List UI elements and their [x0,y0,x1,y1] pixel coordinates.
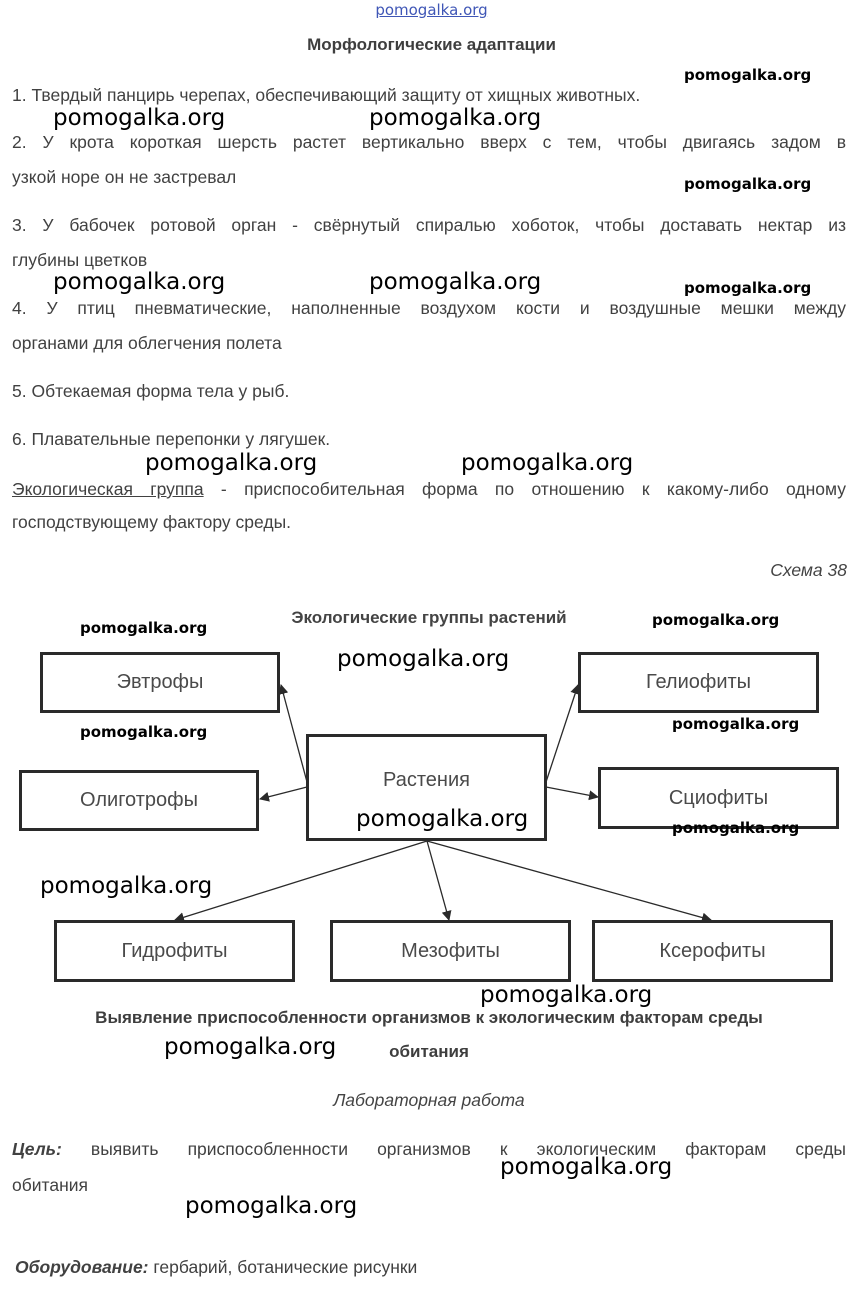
watermark-text: pomogalka.org [53,269,226,295]
arrow-to-evtrofy [281,685,307,782]
watermark-text: pomogalka.org [684,66,812,84]
arrow-to-kserofity [427,841,711,920]
arrow-to-geliofity [546,685,578,782]
watermark-text: pomogalka.org [369,105,542,131]
arrow-to-oligotrofy [260,787,307,799]
watermark-text: pomogalka.org [40,873,213,899]
node-gidrofity: Гидрофиты [54,920,295,982]
list-item: 4. У птиц пневматические, наполненные воздухом кости и воздушные мешки между [12,298,846,318]
watermark-text: pomogalka.org [500,1154,673,1180]
watermark-text: pomogalka.org [652,611,780,629]
list-item: 1. Твердый панцирь черепах, обеспечивающий защиту от хищных животных. [12,85,641,105]
watermark-text: pomogalka.org [337,646,510,672]
watermark-text: pomogalka.org [461,450,634,476]
watermark-text: pomogalka.org [53,105,226,131]
watermark-text: pomogalka.org [356,806,529,832]
goal-label: Цель: [12,1139,62,1159]
goal-line [12,1132,846,1166]
section-title: Морфологические адаптации [307,35,556,54]
arrow-to-sciofity [546,787,598,797]
goal-continuation: обитания [12,1175,88,1195]
list-item: 6. Плавательные перепонки у лягушек. [12,429,331,449]
watermark-text: pomogalka.org [672,819,800,837]
arrow-to-gidrofity [175,841,427,920]
lab-subtitle: Лабораторная работа [333,1090,525,1110]
watermark-text: pomogalka.org [164,1034,337,1060]
watermark-text: pomogalka.org [684,279,812,297]
list-item-continuation: органами для облегчения полета [12,333,282,353]
node-center-plants: Растения [306,734,547,841]
watermark-text: pomogalka.org [369,269,542,295]
node-oligotrofy: Олиготрофы [19,770,259,831]
diagram-title: Экологические группы растений [291,608,567,627]
top-watermark-link[interactable]: pomogalka.org [375,1,488,19]
definition-term: Экологическая группа [12,479,204,499]
equipment-label: Оборудование: [15,1257,149,1277]
watermark-text: pomogalka.org [684,175,812,193]
watermark-text: pomogalka.org [80,723,208,741]
goal-text: выявить приспособленности организмов к экологическим факторам среды [61,1139,846,1159]
watermark-text: pomogalka.org [80,619,208,637]
node-kserofity: Ксерофиты [592,920,833,982]
lab-title-continuation: обитания [389,1042,469,1061]
watermark-text: pomogalka.org [480,982,653,1008]
watermark-text: pomogalka.org [145,450,318,476]
watermark-text: pomogalka.org [185,1193,358,1219]
node-mezofity: Мезофиты [330,920,571,982]
node-geliofity: Гелиофиты [578,652,819,713]
node-evtrofy: Эвтрофы [40,652,280,713]
equipment-text: гербарий, ботанические рисунки [148,1257,418,1277]
definition-continuation: господствующему фактору среды. [12,512,292,532]
schema-label: Схема 38 [770,560,847,580]
list-item: 2. У крота короткая шерсть растет вертикально вверх с тем, чтобы двигаясь задом в [12,132,846,152]
arrow-to-mezofity [427,841,449,920]
watermark-text: pomogalka.org [672,715,800,733]
list-item: 3. У бабочек ротовой орган - свёрнутый спиралью хоботок, чтобы доставать нектар из [12,215,846,235]
definition-text: - приспособительная форма по отношению к какому-либо одному [203,479,846,499]
list-item-continuation: глубины цветков [12,250,148,270]
list-item: 5. Обтекаемая форма тела у рыб. [12,381,290,401]
lab-title: Выявление приспособленности организмов к экологическим факторам среды [95,1008,763,1027]
equipment-line [15,1250,417,1284]
node-sciofity: Сциофиты [598,767,839,829]
list-item-continuation: узкой норе он не застревал [12,167,237,187]
